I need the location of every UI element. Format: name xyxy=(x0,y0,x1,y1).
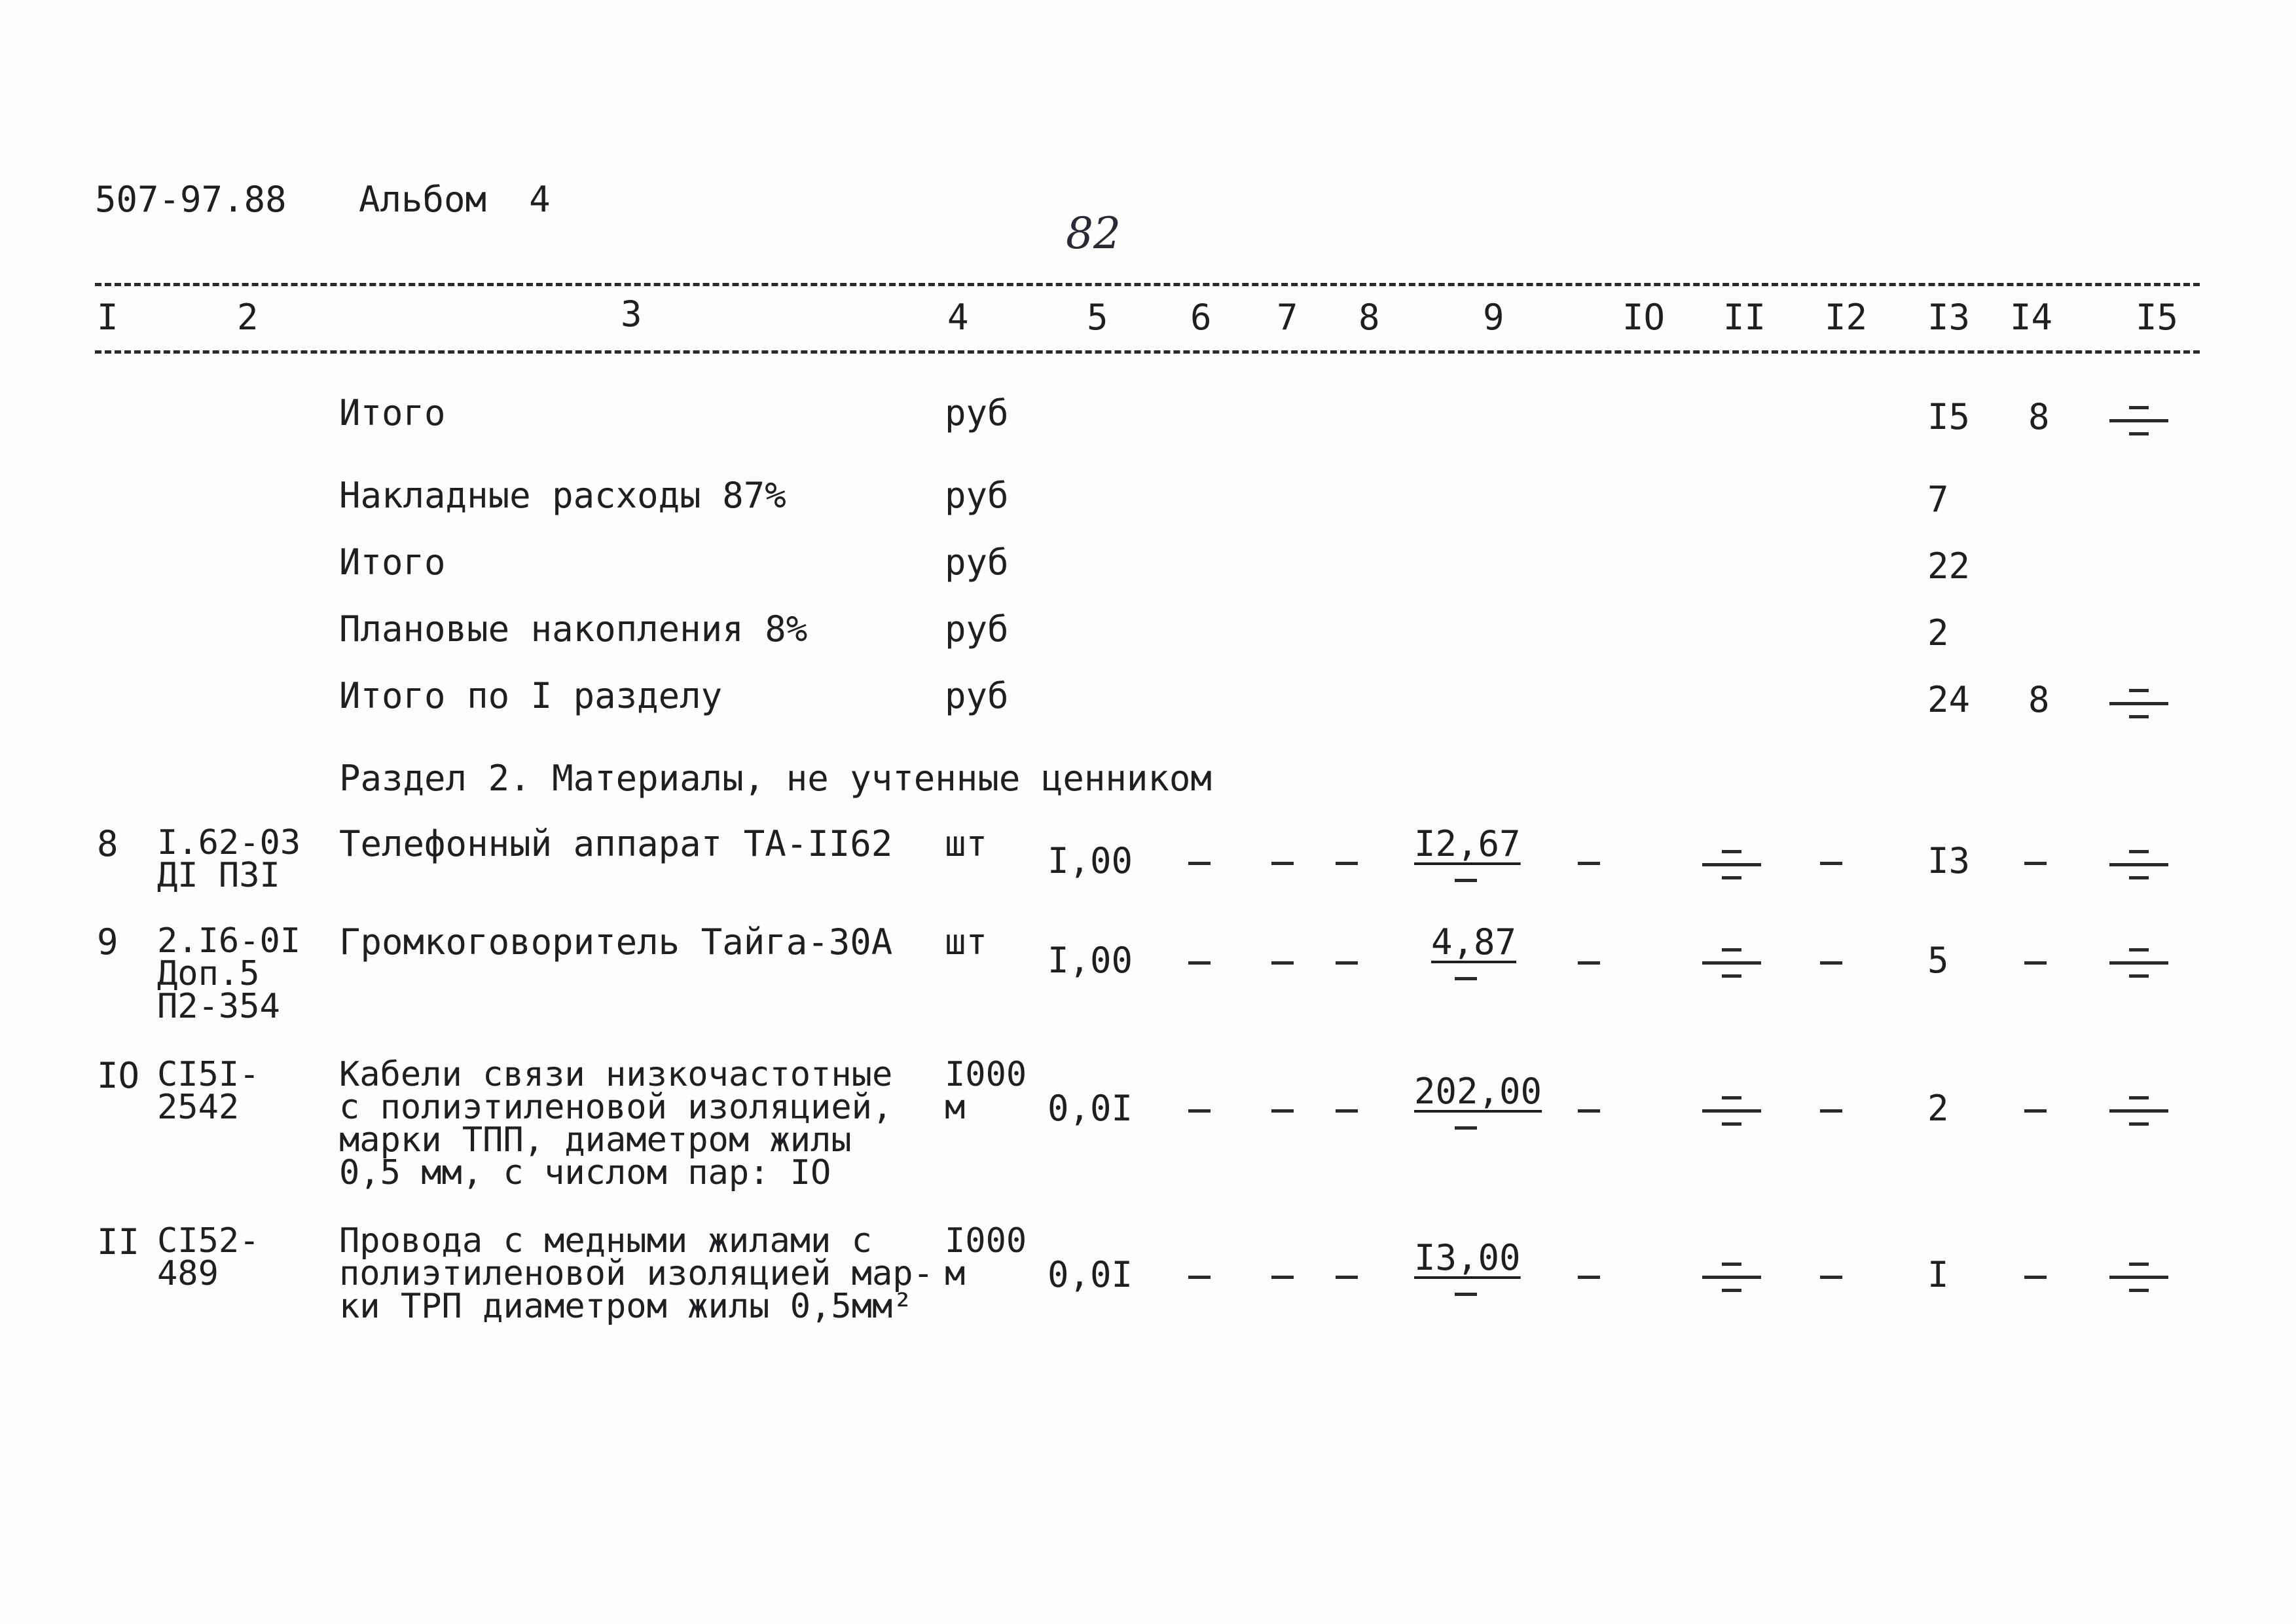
item-unit: шт xyxy=(945,921,988,963)
item-unit: I000 xyxy=(945,1221,1027,1261)
empty-fraction-mark xyxy=(1702,943,1761,982)
col-header-10: IO xyxy=(1622,297,1666,338)
unit-price: 4,87 xyxy=(1431,921,1517,963)
col-header-7: 7 xyxy=(1277,297,1298,338)
totals-unit: руб xyxy=(945,542,1009,583)
col-header-2: 2 xyxy=(237,297,259,338)
item-unit: I000 xyxy=(945,1055,1027,1094)
empty-dash-mark xyxy=(1455,1293,1477,1296)
empty-dash-mark xyxy=(1271,862,1294,865)
item-quantity: I,00 xyxy=(1048,940,1133,981)
empty-dash-mark xyxy=(1188,862,1211,865)
empty-fraction-mark xyxy=(2109,1257,2168,1297)
price-code-line: ДI ПЗI xyxy=(157,856,280,895)
price-code-line: 2542 xyxy=(157,1088,240,1127)
col-header-4: 4 xyxy=(947,297,969,338)
totals-col13: 24 xyxy=(1927,679,1971,720)
empty-dash-mark xyxy=(1271,1109,1294,1113)
totals-label: Плановые накопления 8% xyxy=(339,608,808,650)
col-header-6: 6 xyxy=(1190,297,1212,338)
unit-price: I3,00 xyxy=(1414,1237,1521,1278)
totals-label: Накладные расходы 87% xyxy=(339,475,786,516)
col-header-12: I2 xyxy=(1825,297,1868,338)
col-header-15: I5 xyxy=(2136,297,2179,338)
row-number: 9 xyxy=(97,921,118,963)
empty-dash-mark xyxy=(1271,1276,1294,1279)
price-code-line: 2.I6-0I xyxy=(157,921,301,961)
empty-dash-mark xyxy=(1820,961,1842,965)
empty-dash-mark xyxy=(1578,1276,1600,1279)
item-unit: шт xyxy=(945,823,988,864)
empty-fraction-mark xyxy=(2109,1091,2168,1130)
totals-col13: 7 xyxy=(1927,479,1949,520)
empty-dash-mark xyxy=(1188,1276,1211,1279)
empty-fraction-mark xyxy=(2109,401,2168,440)
item-name-line: Кабели связи низкочастотные xyxy=(339,1055,893,1094)
item-name-line: Громкоговоритель Тайга-30А xyxy=(339,921,893,963)
item-name-line: полиэтиленовой изоляцией мар- xyxy=(339,1254,934,1293)
handwritten-page-number: 82 xyxy=(1066,208,1121,259)
empty-dash-mark xyxy=(1820,862,1842,865)
price-code-line: П2-354 xyxy=(157,987,280,1026)
item-unit: м xyxy=(945,1088,966,1127)
unit-price: I2,67 xyxy=(1414,823,1521,864)
item-unit: м xyxy=(945,1254,966,1293)
row-number: 8 xyxy=(97,823,118,864)
empty-dash-mark xyxy=(1336,961,1358,965)
section-title: Раздел 2. Материалы, не учтенные ценником xyxy=(339,758,1212,799)
price-code-line: Доп.5 xyxy=(157,954,260,993)
col-header-5: 5 xyxy=(1087,297,1108,338)
empty-dash-mark xyxy=(2024,961,2047,965)
empty-dash-mark xyxy=(1578,1109,1600,1113)
empty-dash-mark xyxy=(2024,862,2047,865)
empty-dash-mark xyxy=(1455,879,1477,882)
empty-fraction-mark xyxy=(2109,943,2168,982)
empty-dash-mark xyxy=(1578,961,1600,965)
item-quantity: I,00 xyxy=(1048,840,1133,881)
row-number: II xyxy=(97,1221,140,1263)
empty-fraction-mark xyxy=(2109,845,2168,884)
col-header-3: 3 xyxy=(621,293,642,335)
col-header-13: I3 xyxy=(1927,297,1971,338)
empty-dash-mark xyxy=(1336,1276,1358,1279)
item-name-line: Провода с медными жилами с xyxy=(339,1221,872,1261)
empty-fraction-mark xyxy=(1702,1257,1761,1297)
col-header-14: I4 xyxy=(2010,297,2053,338)
col-header-11: II xyxy=(1723,297,1766,338)
header-bottom-rule xyxy=(95,350,2200,354)
item-name-line: Телефонный аппарат ТА-II62 xyxy=(339,823,893,864)
totals-unit: руб xyxy=(945,392,1009,434)
row-number: IO xyxy=(97,1055,140,1096)
item-name-line: ки ТРП диаметром жилы 0,5мм² xyxy=(339,1287,913,1326)
item-name-line: марки ТПП, диаметром жилы xyxy=(339,1120,852,1160)
price-code-line: CI5I- xyxy=(157,1055,260,1094)
item-name-line: с полиэтиленовой изоляцией, xyxy=(339,1088,893,1127)
item-quantity: 0,0I xyxy=(1048,1088,1133,1129)
totals-unit: руб xyxy=(945,675,1009,716)
totals-col14: 8 xyxy=(2028,679,2050,720)
empty-dash-mark xyxy=(2024,1109,2047,1113)
item-total: 5 xyxy=(1927,940,1949,981)
empty-fraction-mark xyxy=(2109,684,2168,723)
album-label: Альбом 4 xyxy=(359,179,551,220)
col-header-9: 9 xyxy=(1483,297,1504,338)
item-total: I xyxy=(1927,1254,1949,1295)
item-total: I3 xyxy=(1927,840,1971,881)
col-header-1: I xyxy=(97,297,118,338)
totals-label: Итого по I разделу xyxy=(339,675,723,716)
empty-dash-mark xyxy=(2024,1276,2047,1279)
empty-dash-mark xyxy=(1336,1109,1358,1113)
empty-fraction-mark xyxy=(1702,845,1761,884)
price-code-line: CI52- xyxy=(157,1221,260,1261)
empty-dash-mark xyxy=(1820,1276,1842,1279)
totals-col13: I5 xyxy=(1927,396,1971,437)
empty-dash-mark xyxy=(1271,961,1294,965)
price-code-line: I.62-03 xyxy=(157,823,301,862)
totals-label: Итого xyxy=(339,542,446,583)
empty-dash-mark xyxy=(1188,1109,1211,1113)
empty-dash-mark xyxy=(1455,1126,1477,1130)
empty-dash-mark xyxy=(1336,862,1358,865)
empty-dash-mark xyxy=(1820,1109,1842,1113)
totals-unit: руб xyxy=(945,608,1009,650)
document-code: 507-97.88 xyxy=(95,179,287,220)
item-name-line: 0,5 мм, с числом пар: IO xyxy=(339,1153,831,1192)
item-total: 2 xyxy=(1927,1088,1949,1129)
totals-label: Итого xyxy=(339,392,446,434)
unit-price: 202,00 xyxy=(1414,1071,1542,1112)
empty-fraction-mark xyxy=(1702,1091,1761,1130)
empty-dash-mark xyxy=(1578,862,1600,865)
totals-col13: 2 xyxy=(1927,612,1949,654)
item-quantity: 0,0I xyxy=(1048,1254,1133,1295)
totals-col14: 8 xyxy=(2028,396,2050,437)
empty-dash-mark xyxy=(1455,977,1477,980)
col-header-8: 8 xyxy=(1358,297,1380,338)
totals-unit: руб xyxy=(945,475,1009,516)
totals-col13: 22 xyxy=(1927,545,1971,587)
empty-dash-mark xyxy=(1188,961,1211,965)
price-code-line: 489 xyxy=(157,1254,219,1293)
header-top-rule xyxy=(95,283,2200,286)
